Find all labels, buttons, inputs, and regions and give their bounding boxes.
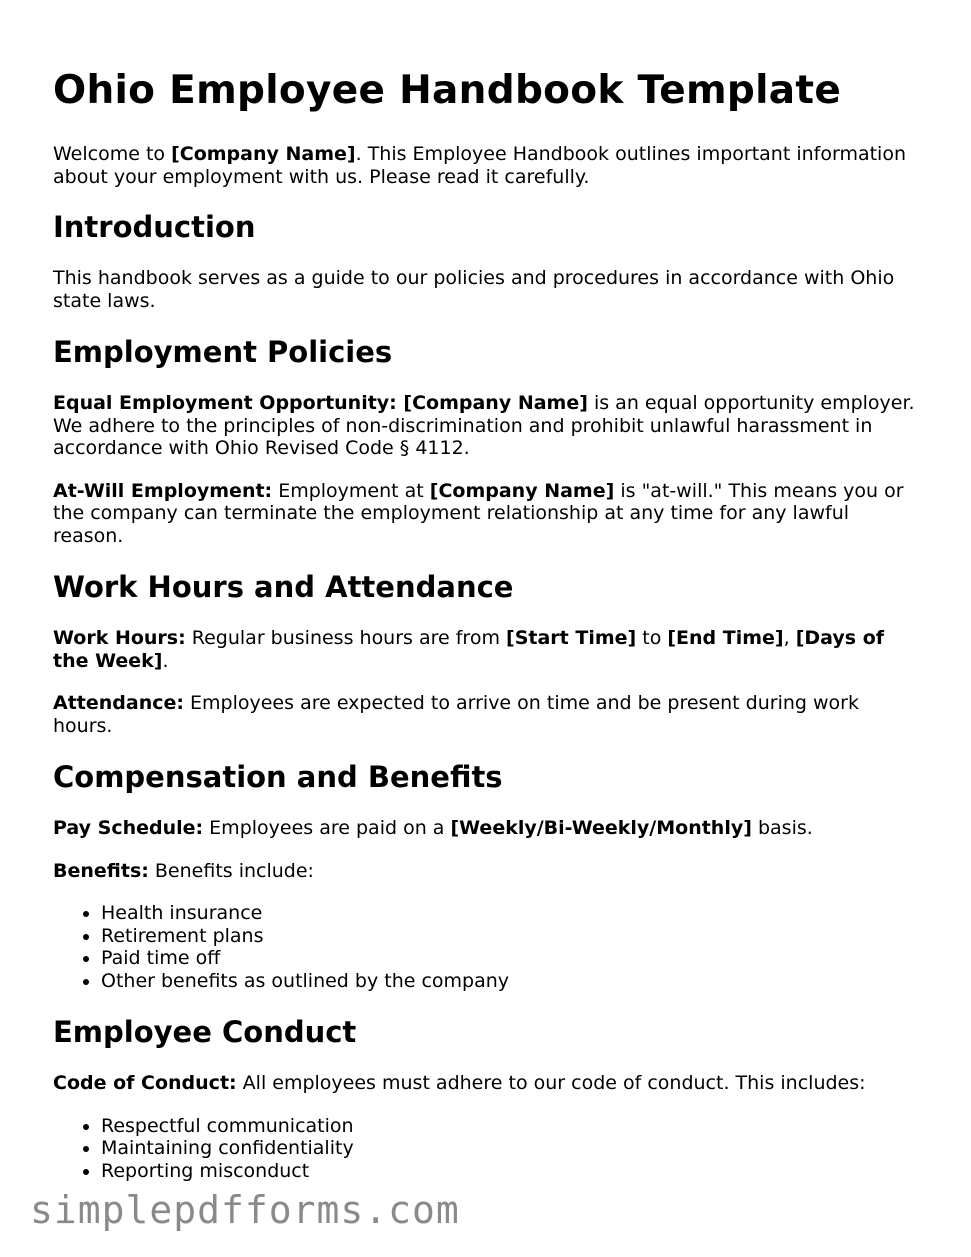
conduct-list [53, 1115, 923, 1183]
pay-schedule-paragraph: Pay Schedule: Employees are paid on a [Weekly/Bi-Weekly/Monthly] basis. [53, 817, 813, 839]
work-hours-heading: Work Hours and Attendance [53, 570, 514, 604]
list-item: • Retirement plans [101, 925, 923, 948]
document-page [53, 66, 923, 1204]
list-item: • Paid time off [101, 947, 923, 970]
list-item: • Reporting misconduct [101, 1160, 923, 1183]
watermark: simplepdfforms.com [30, 1188, 460, 1232]
compensation-heading: Compensation and Benefits [53, 760, 503, 794]
attendance-paragraph: Attendance: Employees are expected to arrive on time and be present during work hours. [53, 692, 859, 737]
introduction-heading: Introduction [53, 210, 256, 244]
employment-policies-heading: Employment Policies [53, 335, 393, 369]
work-hours-paragraph: Work Hours: Regular business hours are from [Start Time] to [End Time], [Days of the Week]. [53, 627, 885, 672]
list-item: • Respectful communication [101, 1115, 923, 1138]
page-title: Ohio Employee Handbook Template [53, 68, 842, 113]
code-of-conduct-paragraph: Code of Conduct: All employees must adhere to our code of conduct. This includes: [53, 1072, 866, 1094]
at-will-paragraph: At-Will Employment: Employment at [Company Name] is "at-will." This means you or the company can terminate the employment relationship at any time for any lawful reason. [53, 479, 904, 547]
benefits-list [53, 902, 923, 992]
employee-conduct-heading: Employee Conduct [53, 1015, 357, 1049]
introduction-paragraph: This handbook serves as a guide to our policies and procedures in accordance with Ohio state laws. [53, 267, 895, 312]
list-item: • Other benefits as outlined by the company [101, 970, 923, 993]
list-item: • Health insurance [101, 902, 923, 925]
eeo-paragraph: Equal Employment Opportunity: [Company Name] is an equal opportunity employer. We adhere to the principles of non-discrimination and prohibit unlawful harassment in accordance with Ohio Revised Code § 4112. [53, 392, 915, 459]
list-item: • Maintaining confidentiality [101, 1137, 923, 1160]
welcome-paragraph: Welcome to [Company Name]. This Employee Handbook outlines important information about your employment with us. Please read it carefully. [53, 143, 906, 188]
benefits-paragraph: Benefits: Benefits include: [53, 859, 314, 882]
